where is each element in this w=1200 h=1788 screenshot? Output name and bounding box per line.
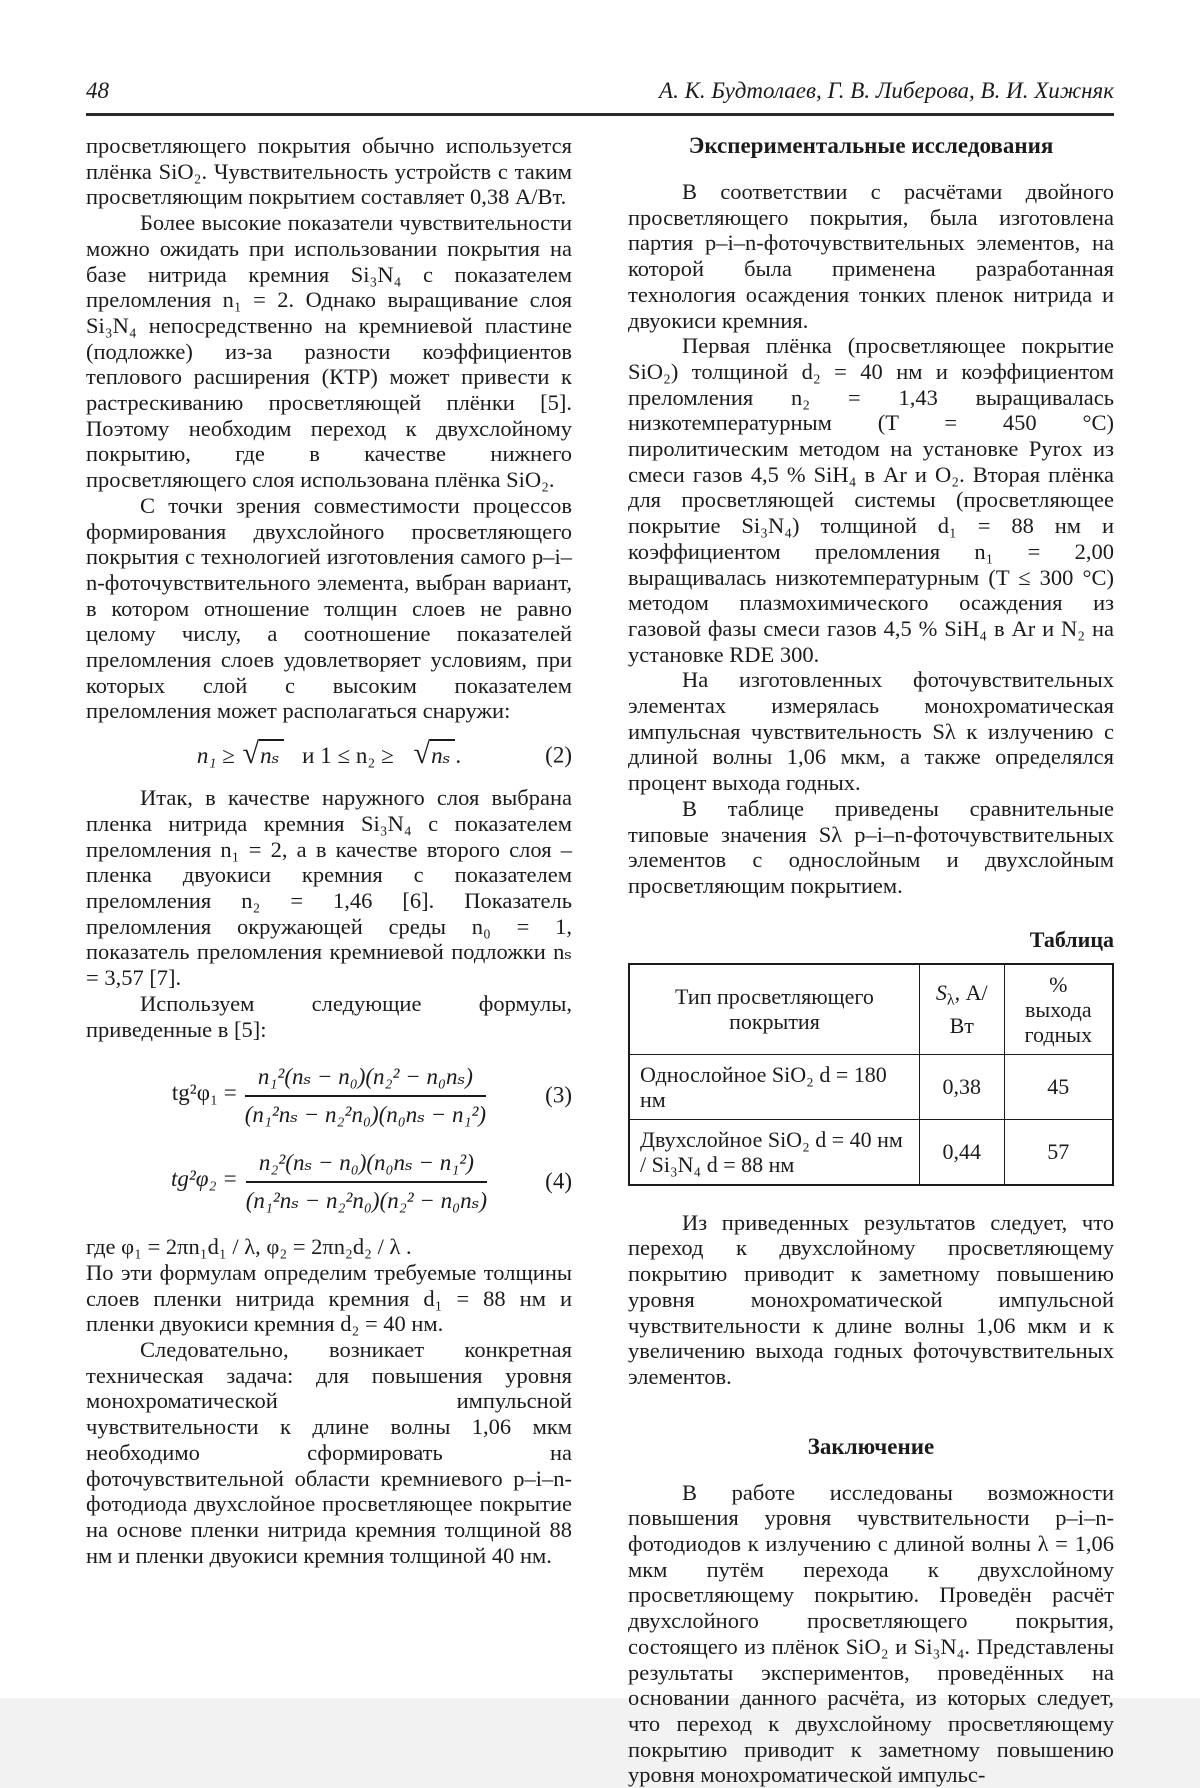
- eq2-radicand-1: nₛ: [259, 739, 284, 768]
- eq4-numerator: n₂²(nₛ − n₀)(n₀nₛ − n₁²): [246, 1148, 487, 1183]
- equation-number: (3): [545, 1082, 572, 1108]
- paragraph-layer-choice: Итак, в качестве наружного слоя выбрана пленка нитрида кремния Si₃N₄ с показателем преломления n₁ = 2, а в качестве второго слоя – пленка двуокиси кремния с показателем преломления n₂ = 1,46 [6]. Показатель преломления окружающей среды n₀ = 1, показатель преломления кремниевой подложки nₛ = 3,57 [7].: [86, 785, 572, 991]
- equation-2: [86, 736, 572, 771]
- eq4-lhs: tg²φ₂ =: [170, 1166, 238, 1192]
- cell-yield: 45: [1004, 1054, 1113, 1119]
- paragraph-antireflective-sio2: просветляющего покрытия обычно используется плёнка SiO₂. Чувствительность устройств с таким просветляющим покрытием составляет 0,38 А/Вт.: [86, 133, 572, 210]
- cell-sensitivity: 0,44: [919, 1119, 1004, 1185]
- equation-4: [86, 1148, 572, 1214]
- table-label: Таблица: [1029, 926, 1114, 952]
- column-header-yield: % выхода годных: [1004, 964, 1113, 1055]
- paragraph-conclusion: В работе исследованы возможности повышения уровня чувствительности p–i–n-фотодиодов к излучению с длиной волны λ = 1,06 мкм путём перехода к двухслойному просветляющему покрытию. Проведён расчёт двухслойного просветляющего покрытия, состоящего из плёнок SiO₂ и Si₃N₄. Представлены результаты экспериментов, проведённых на основании данного расчёта, из которых следует, что переход к двухслойному просветляющему покрытию приводит к заметному повышению уровня монохроматической импульс-: [628, 1479, 1114, 1788]
- eq3-fraction: [245, 1062, 486, 1128]
- section-heading-conclusion: Заключение: [807, 1433, 935, 1459]
- section-heading-experimental: Экспериментальные исследования: [688, 133, 1054, 158]
- cell-yield: 57: [1004, 1119, 1113, 1185]
- equation-3-body: [172, 1062, 486, 1128]
- paragraph-films-growth: Первая плёнка (просветляющее покрытие SiO₂) толщиной d₂ = 40 нм и коэффициентом преломления n₂ = 1,43 выращивалась низкотемпературным (T = 450 °С) пиролитическим методом на установке Pyrox из смеси газов 4,5 % SiH₄ в Ar и O₂. Вторая плёнка для просветляющей системы (просветляющее покрытие Si₃N₄) толщиной d₁ = 88 нм и коэффициентом преломления n₁ = 2,00 выращивалась низкотемпературным (T ≤ 300 °С) методом плазмохимического осаждения из газовой фазы смеси газов 4,5 % SiH₄ в Ar и N₂ на установке RDE 300.: [628, 333, 1114, 667]
- paragraph-batch: В соответствии с расчётами двойного просветляющего покрытия, была изготовлена партия p–i–n-фоточувствительных элементов, на которой была применена разработанная технология осаждения тонких пленок нитрида и двуокиси кремния.: [628, 179, 1114, 333]
- column-header-coating-type: Тип просветляющего покрытия: [629, 964, 919, 1055]
- table-row: [629, 1119, 1113, 1185]
- table-row: [629, 1054, 1113, 1119]
- equation-2-body: [196, 736, 462, 771]
- paragraph-formulas-intro: Используем следующие формулы, приведенные в [5]:: [86, 990, 572, 1042]
- paragraph-measurement: На изготовленных фоточувствительных элементах измерялась монохроматическая импульсная чувствительность Sλ к излучению с длиной волны 1,06 мкм, а также определялся процент выхода годных.: [628, 667, 1114, 796]
- paragraph-si3n4-growth: Более высокие показатели чувствительности можно ожидать при использовании покрытия на базе нитрида кремния Si₃N₄ с показателем преломления n₁ = 2. Однако выращивание слоя Si₃N₄ непосредственно на кремниевой пластине (подложке) из-за разности коэффициентов теплового расширения (КТР) может привести к растрескиванию просветляющей плёнки [5]. Поэтому необходим переход к двухслойному покрытию, где в качестве нижнего просветляющего слоя использована плёнка SiO₂.: [86, 210, 572, 493]
- radical-sign: √: [242, 736, 260, 771]
- equation-number: (2): [545, 742, 572, 768]
- header-rule: [86, 113, 1114, 116]
- eq2-mid: и 1 ≤ n₂ ≥: [302, 743, 394, 769]
- eq3-lhs: tg²φ₁ =: [171, 1080, 237, 1106]
- running-authors: А. К. Будтолаев, Г. В. Либерова, В. И. Хижняк: [659, 78, 1114, 103]
- paragraph-compatibility: С точки зрения совместимости процессов формирования двухслойного просветляющего покрытия с технологией изготовления самого p–i–n-фоточувствительного элемента, выбран вариант, в котором отношение толщин слоев не равно целому числу, а соотношение показателей преломления слоев удовлетворяет условиям, при которых слой с высоким показателем преломления может располагаться снаружи:: [86, 492, 572, 724]
- paragraph-thickness-result: По эти формулам определим требуемые толщины слоев пленки нитрида кремния d₁ = 88 нм и пленки двуокиси кремния d₂ = 40 нм.: [86, 1259, 572, 1337]
- eq3-numerator: n₁²(nₛ − n₀)(n₂² − n₀nₛ): [245, 1062, 486, 1097]
- equation-4-body: [171, 1148, 487, 1214]
- page-number: 48: [86, 78, 109, 103]
- paragraph-where-phi: где φ₁ = 2πn₁d₁ / λ, φ₂ = 2πn₂d₂ / λ .: [86, 1234, 412, 1260]
- results-table: [628, 963, 1114, 1186]
- equation-3: [86, 1062, 572, 1128]
- radical-sign: √: [413, 736, 431, 771]
- eq4-fraction: [246, 1148, 487, 1214]
- cell-coating-type: Однослойное SiO₂ d = 180 нм: [629, 1054, 919, 1119]
- left-column: [86, 133, 572, 1788]
- eq2-lhs: n₁ ≥: [196, 743, 235, 769]
- paragraph-table-intro: В таблице приведены сравнительные типовые значения Sλ p–i–n-фоточувствительных элементов с однослойным и двухслойным просветляющим покрытием.: [628, 795, 1114, 898]
- cell-sensitivity: 0,38: [919, 1054, 1004, 1119]
- cell-coating-type: Двухслойное SiO₂ d = 40 нм / Si₃N₄ d = 88 нм: [629, 1119, 919, 1185]
- s-units: , А/Вт: [949, 980, 988, 1038]
- eq4-denominator: (n₁²nₛ − n₂²n₀)(n₂² − n₀nₛ): [245, 1188, 488, 1214]
- eq3-denominator: (n₁²nₛ − n₂²n₀)(n₀nₛ − n₁²): [244, 1102, 487, 1128]
- s-subscript-lambda: λ: [946, 991, 955, 1009]
- paragraph-task: Следовательно, возникает конкретная техническая задача: для повышения уровня монохроматической импульсной чувствительности к длине волны 1,06 мкм необходимо сформировать на фоточувствительной области кремниевого p–i–n-фотодиода двухслойное просветляющее покрытие на основе пленки нитрида кремния толщиной 88 нм и пленки двуокиси кремния толщиной 40 нм.: [86, 1337, 572, 1568]
- running-header: [86, 78, 1114, 104]
- eq2-period: .: [455, 743, 462, 769]
- table-header-row: [629, 964, 1113, 1055]
- column-header-sensitivity: [919, 964, 1004, 1055]
- s-symbol: S: [935, 980, 947, 1006]
- two-column-content: [86, 133, 1114, 1788]
- eq2-radicand-2: nₛ: [430, 739, 455, 768]
- right-column: [628, 133, 1114, 1788]
- paragraph-results-discussion: Из приведенных результатов следует, что переход к двухслойному просветляющему покрытию приводит к заметному повышению уровня монохроматической импульсной чувствительности к длине волны 1,06 мкм и к увеличению выхода годных фоточувствительных элементов.: [628, 1209, 1114, 1389]
- equation-number: (4): [545, 1168, 572, 1194]
